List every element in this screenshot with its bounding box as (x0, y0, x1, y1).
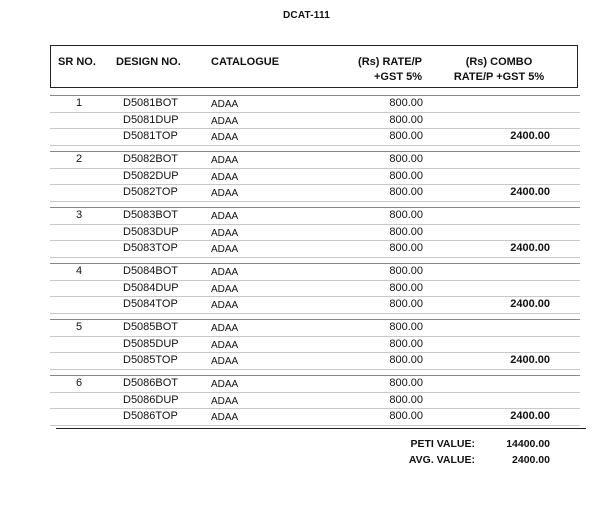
combo-rate-cell: 2400.00 (510, 410, 550, 422)
catalogue-cell: ADAA (211, 356, 239, 367)
catalogue-cell: ADAA (211, 115, 239, 127)
table-row (50, 353, 580, 370)
total-divider (56, 428, 586, 429)
rate-cell: 800.00 (389, 186, 423, 198)
peti-value: 14400.00 (506, 438, 550, 450)
catalogue-cell: ADAA (211, 395, 239, 407)
rate-cell: 800.00 (389, 153, 423, 165)
design-no-cell: D5081DUP (123, 113, 179, 126)
design-no-cell: D5082DUP (123, 169, 179, 182)
table-row (50, 297, 580, 314)
rate-cell: 800.00 (389, 225, 423, 238)
catalogue-cell: ADAA (211, 323, 239, 334)
table-row (50, 225, 580, 242)
table-row (50, 95, 580, 113)
sr-no-cell: 5 (75, 321, 83, 333)
catalogue-cell: ADAA (211, 171, 239, 183)
header-rate-line1: (Rs) RATE/P (358, 56, 422, 68)
design-no-cell: D5082TOP (123, 186, 178, 198)
table-row (50, 409, 580, 426)
table-row (50, 263, 580, 281)
design-no-cell: D5086DUP (123, 393, 179, 406)
row-group (50, 319, 580, 375)
combo-rate-cell: 2400.00 (510, 242, 550, 254)
sr-no-cell: 4 (75, 265, 83, 277)
combo-rate-cell: 2400.00 (510, 354, 550, 366)
catalogue-cell: ADAA (211, 227, 239, 239)
catalogue-cell: ADAA (211, 244, 239, 255)
table-row (50, 151, 580, 169)
catalogue-cell: ADAA (211, 188, 239, 199)
table-body (50, 95, 580, 431)
catalogue-cell: ADAA (211, 379, 239, 390)
design-no-cell: D5085TOP (123, 354, 178, 366)
header-design-no: DESIGN NO. (116, 56, 181, 68)
design-no-cell: D5084DUP (123, 281, 179, 294)
sr-no-cell: 1 (75, 97, 83, 109)
rate-cell: 800.00 (389, 337, 423, 350)
catalogue-cell: ADAA (211, 155, 239, 166)
table-row (50, 281, 580, 298)
table-row (50, 241, 580, 258)
rate-cell: 800.00 (389, 265, 423, 277)
table-row (50, 207, 580, 225)
row-group (50, 95, 580, 151)
sr-no-cell: 2 (75, 153, 83, 165)
row-group (50, 375, 580, 431)
design-no-cell: D5081BOT (123, 97, 179, 109)
rate-cell: 800.00 (389, 97, 423, 109)
rate-cell: 800.00 (389, 393, 423, 406)
sr-no-cell: 6 (75, 377, 83, 389)
design-no-cell: D5085DUP (123, 337, 179, 350)
design-no-cell: D5081TOP (123, 130, 178, 142)
document-title: DCAT-111 (283, 10, 330, 21)
header-rate-line2: +GST 5% (374, 71, 422, 83)
row-group (50, 263, 580, 319)
table-row (50, 185, 580, 202)
catalogue-cell: ADAA (211, 132, 239, 143)
design-no-cell: D5083TOP (123, 242, 178, 254)
table-row (50, 169, 580, 186)
header-rate (358, 55, 422, 85)
design-no-cell: D5084BOT (123, 265, 179, 277)
catalogue-cell: ADAA (211, 339, 239, 351)
combo-rate-cell: 2400.00 (510, 186, 550, 198)
design-no-cell: D5082BOT (123, 153, 179, 165)
table-header (50, 45, 578, 88)
table-row (50, 393, 580, 410)
catalogue-cell: ADAA (211, 267, 239, 278)
table-row (50, 337, 580, 354)
table-row (50, 375, 580, 393)
rate-cell: 800.00 (389, 321, 423, 333)
table-row (50, 129, 580, 146)
header-sr-no: SR NO. (58, 56, 96, 68)
catalogue-cell: ADAA (211, 283, 239, 295)
avg-value: 2400.00 (512, 454, 550, 466)
rate-cell: 800.00 (389, 354, 423, 366)
sr-no-cell: 3 (75, 209, 83, 221)
rate-cell: 800.00 (389, 281, 423, 294)
header-combo-line1: (Rs) COMBO (465, 56, 533, 68)
catalogue-cell: ADAA (211, 99, 239, 110)
design-no-cell: D5084TOP (123, 298, 178, 310)
design-no-cell: D5085BOT (123, 321, 179, 333)
catalogue-cell: ADAA (211, 412, 239, 423)
row-group (50, 151, 580, 207)
header-combo-line2: RATE/P +GST 5% (453, 71, 545, 83)
avg-value-label: AVG. VALUE: (408, 454, 475, 466)
rate-cell: 800.00 (389, 377, 423, 389)
rate-cell: 800.00 (389, 410, 423, 422)
table-row (50, 113, 580, 130)
header-combo-rate (439, 55, 559, 85)
rate-cell: 800.00 (389, 113, 423, 126)
combo-rate-cell: 2400.00 (510, 298, 550, 310)
rate-cell: 800.00 (389, 298, 423, 310)
rate-cell: 800.00 (389, 130, 423, 142)
table-row (50, 319, 580, 337)
rate-cell: 800.00 (389, 242, 423, 254)
design-no-cell: D5083BOT (123, 209, 179, 221)
catalogue-cell: ADAA (211, 211, 239, 222)
rate-cell: 800.00 (389, 169, 423, 182)
peti-value-label: PETI VALUE: (410, 438, 475, 450)
catalogue-cell: ADAA (211, 300, 239, 311)
row-group (50, 207, 580, 263)
rate-cell: 800.00 (389, 209, 423, 221)
design-no-cell: D5086BOT (123, 377, 179, 389)
combo-rate-cell: 2400.00 (510, 130, 550, 142)
design-no-cell: D5086TOP (123, 410, 178, 422)
header-catalogue: CATALOGUE (211, 56, 280, 68)
design-no-cell: D5083DUP (123, 225, 179, 238)
